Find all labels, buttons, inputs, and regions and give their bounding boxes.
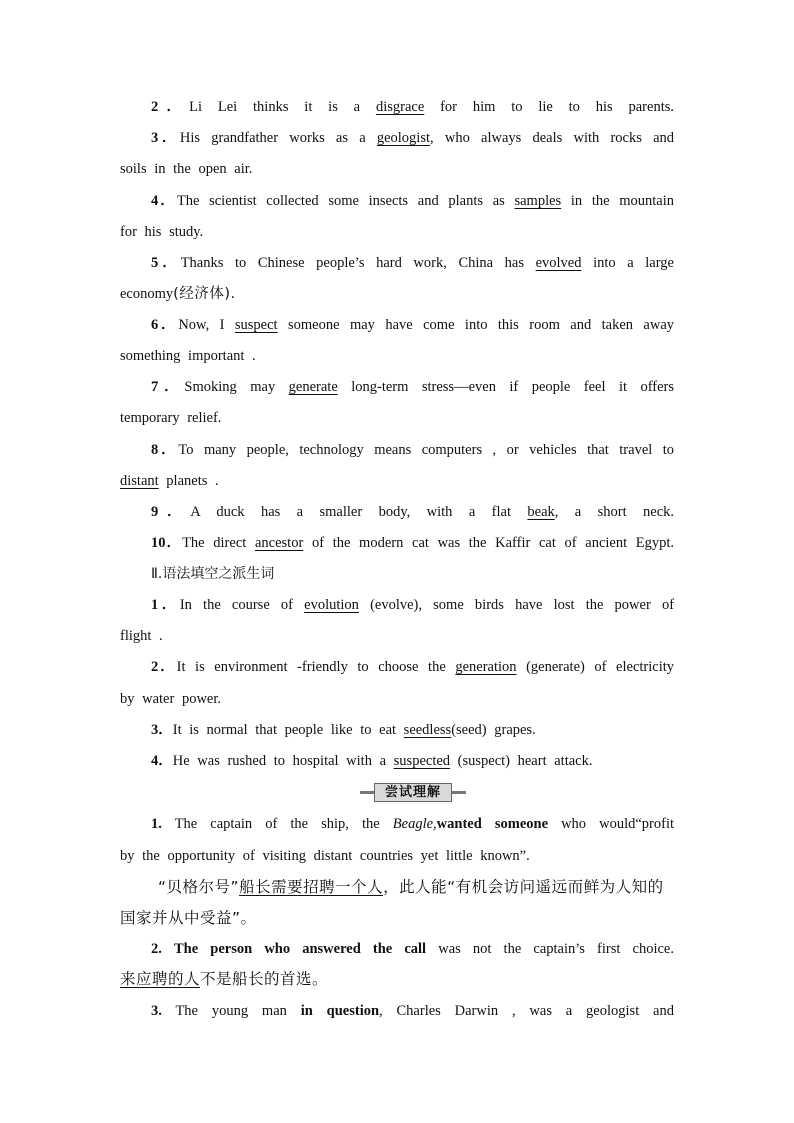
answer-geologist: geologist xyxy=(376,130,431,146)
sentence-5-cont: economy(经济体). xyxy=(120,286,236,302)
sentence-6-cont: something important . xyxy=(120,348,256,364)
sentence-7-cont: temporary relief. xyxy=(120,410,222,426)
understanding-1-translation-cont: 国家并从中受益”。 xyxy=(120,909,257,927)
grammar-4: 4．He was rushed to hospital with a suspected (suspect) heart attack. xyxy=(151,753,593,769)
answer-distant: distant xyxy=(120,473,159,489)
answer-suspect: suspect xyxy=(234,317,278,333)
answer-generation: generation xyxy=(455,659,517,675)
understanding-1-cont: by the opportunity of visiting distant countries yet little known”. xyxy=(120,848,530,864)
understanding-1-translation: “贝格尔号”船长需要招聘一个人，此人能“有机会访问遥远而鲜为人知的 xyxy=(158,878,664,896)
grammar-3: 3．It is normal that people like to eat seedless(seed) grapes. xyxy=(151,722,536,738)
section-banner xyxy=(360,783,466,801)
banner-label: 尝试理解 xyxy=(374,783,452,802)
understanding-2-translation: 来应聘的人不是船长的首选。 xyxy=(120,970,329,988)
sentence-6: 6．Now, I suspect someone may have come into this room and taken away xyxy=(151,317,675,333)
grammar-1-cont: flight . xyxy=(120,628,163,644)
answer-evolved: evolved xyxy=(535,255,582,271)
sentence-10: 10．The direct ancestor of the modern cat was the Kaffir cat of ancient Egypt. xyxy=(151,535,675,551)
answer-disgrace: disgrace xyxy=(375,99,425,115)
understanding-1: 1. The captain of the ship, the Beagle,wanted someone who would“profit xyxy=(151,816,675,832)
answer-seedless: seedless xyxy=(403,722,452,738)
answer-ancestor: ancestor xyxy=(254,535,304,551)
sentence-9: 9．A duck has a smaller body, with a flat beak, a short neck. xyxy=(151,504,675,520)
sentence-4: 4．The scientist collected some insects and plants as samples in the mountain xyxy=(151,193,675,209)
answer-suspected: suspected xyxy=(393,753,451,769)
grammar-2-cont: by water power. xyxy=(120,691,222,707)
grammar-1: 1．In the course of evolution (evolve), some birds have lost the power of xyxy=(151,597,675,613)
sentence-8-cont: distant planets . xyxy=(120,473,219,489)
sentence-8: 8．To many people, technology means computers , or vehicles that travel to xyxy=(151,442,675,458)
sentence-5: 5．Thanks to Chinese people’s hard work, China has evolved into a large xyxy=(151,255,674,271)
sentence-7: 7．Smoking may generate long-term stress—even if people feel it offers xyxy=(151,379,675,395)
sentence-3: 3．His grandfather works as a geologist, who always deals with rocks and xyxy=(151,130,675,146)
answer-evolution: evolution xyxy=(304,597,359,613)
answer-beak: beak xyxy=(527,504,555,520)
sentence-2: 2．Li Lei thinks it is a disgrace for him to lie to his parents. xyxy=(151,99,674,115)
sentence-4-cont: for his study. xyxy=(120,224,204,240)
section-title: Ⅱ.语法填空之派生词 xyxy=(151,566,275,582)
grammar-2: 2．It is environment -friendly to choose the generation (generate) of electricity xyxy=(151,659,675,675)
answer-samples: samples xyxy=(514,193,562,209)
answer-generate: generate xyxy=(288,379,338,395)
understanding-2: 2. The person who answered the call was not the captain’s first choice. xyxy=(151,941,674,957)
understanding-3: 3. The young man in question, Charles Darwin , was a geologist and xyxy=(151,1003,674,1019)
sentence-3-cont: soils in the open air. xyxy=(120,161,253,177)
